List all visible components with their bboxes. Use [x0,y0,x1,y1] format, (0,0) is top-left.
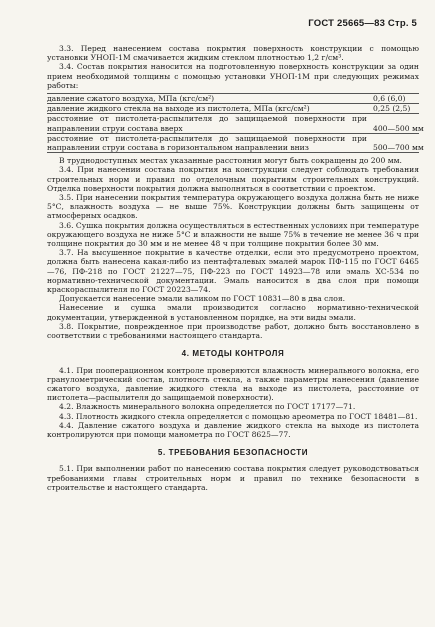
paragraph: 3.4. При нанесении состава покрытия на конструкции следует соблюдать требования строительных норм и правил по отделочным покрытиям строительных конструкций. Отделка поверхности покрытия должна выполняться в соответствии с проектом. [47,165,419,193]
mode-row [47,133,424,153]
section-heading: 4. МЕТОДЫ КОНТРОЛЯ [181,349,285,359]
mode-row [47,114,424,133]
paragraph: Допускается нанесение эмали валиком по ГОСТ 10831—80 в два слоя. [59,294,346,304]
document-body [47,44,424,492]
mode-row [47,104,419,114]
mode-row [47,94,419,104]
modes-list [47,93,424,153]
paragraph: 3.6. Сушка покрытия должна осуществляться в естественных условиях при температуре окружающего воздуха не ниже 5°С и влажности не выше 75% в течение не менее 36 ч при толщине покрытия до 30 мм и не менее 48 ч при толщине покрытия более 30 мм. [47,220,419,249]
paragraph: 5.1. При выполнении работ по нанесению состава покрытия следует руководствоваться требованиями главы строительных норм и правил по технике безопасности в строительстве и настоящего стандарта. [47,464,419,492]
paragraph: 3.8. Покрытие, поврежденное при производстве работ, должно быть восстановлено в соответствии с требованиями настоящего стандарта. [47,321,419,341]
mode-label: давление сжатого воздуха, МПа (кгс/см²) [47,94,215,104]
mode-value: 0,6 (6,0) [373,94,406,104]
paragraph: 3.7. На высушенное покрытие в качестве отделки, если это предусмотрено проектом, должна быть нанесена какая-либо из пентафталевых эмалей марок ПФ-115 по ГОСТ 6465—76, ПФ-218 по ГОСТ 21227—75, ПФ-223 по ГОСТ 14923—78 или эмаль ХС-534 по нормативно-технической документации. Эмаль наносится в два слоя при помощи краскораспылителя по ГОСТ 20223—74. [47,248,419,295]
paragraph: 3.4. Состав покрытия наносится на подготовленную поверхность конструкции за один прием необходимой толщины с помощью установки УНОП-1М при следующих режимах работы: [47,62,419,90]
paragraph: В труднодоступных местах указанные расстояния могут быть сокращены до 200 мм. [59,156,402,166]
mode-value: 0,25 (2,5) [373,104,411,114]
paragraph: 3.3. Перед нанесением состава покрытия поверхность конструкции с помощью установки УНОП-1М смачивается жидким стеклом плотностью 1,2 г/см³. [47,44,419,63]
page-header: ГОСТ 25665—83 Стр. 5 [308,18,417,29]
mode-label: давление жидкого стекла на выходе из пистолета, МПа (кгс/см²) [47,104,310,114]
paragraph: 4.4. Давление сжатого воздуха и давление жидкого стекла на выходе из пистолета контролируются при помощи манометра по ГОСТ 8625—77. [47,420,419,439]
paragraph: 4.3. Плотность жидкого стекла определяется с помощью ареометра по ГОСТ 18481—81. [59,411,418,421]
mode-label: расстояние от пистолета-распылителя до защищаемой поверхности при направлении струи состава вверх [47,114,367,133]
mode-value: 500—700 мм [373,143,424,153]
mode-label: расстояние от пистолета-распылителя до защищаемой поверхности при направлении струи состава в горизонтальном направлении вниз [47,133,367,153]
paragraph: 4.1. При пооперационном контроле проверяются влажность минерального волокна, его гранулометрический состав, плотность стекла, а также параметры нанесения (давление сжатого воздуха, давление жидкого стекла на выходе из пистолета, расстояние от пистолета—распылителя до защищаемой поверхности). [47,365,419,403]
section-heading: 5. ТРЕБОВАНИЯ БЕЗОПАСНОСТИ [157,448,309,458]
paragraph: 4.2. Влажность минерального волокна определяется по ГОСТ 17177—71. [59,402,356,412]
paragraph: Нанесение и сушка эмали производится согласно нормативно-технической документации, утвержденной в установленном порядке, на эти виды эмали. [47,303,419,322]
mode-value: 400—500 мм [373,123,424,133]
paragraph: 3.5. При нанесении покрытия температура окружающего воздуха должна быть не ниже 5°С, влажность воздуха — не выше 75%. Конструкции должны быть защищены от атмосферных осадков. [47,193,419,221]
